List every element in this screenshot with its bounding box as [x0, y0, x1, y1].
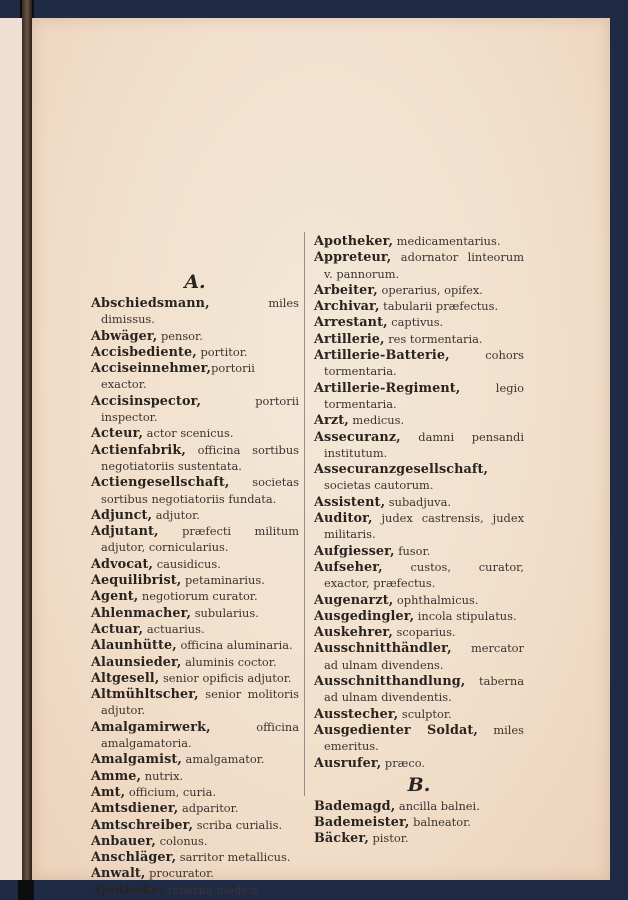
dictionary-entry: [314, 706, 524, 722]
entry-translation: taberna medica.: [164, 882, 262, 897]
dictionary-entry: [91, 442, 299, 475]
entry-translation: adornator linteorum v. pannorum.: [324, 250, 524, 281]
entry-headword: Artillerie,: [314, 331, 385, 347]
entry-translation: societas cautorum.: [324, 478, 434, 493]
entry-headword: Bademeister,: [314, 815, 410, 831]
entry-headword: Apotheke,: [91, 882, 165, 898]
entry-translation: miles emeritus.: [324, 722, 525, 754]
entry-translation: sculptor.: [398, 706, 452, 721]
entry-headword: Anschläger,: [91, 850, 177, 866]
book-spine: [22, 0, 32, 900]
entry-translation: adjutor.: [152, 507, 200, 522]
section-letter-heading: A.: [184, 271, 206, 293]
entry-translation: sarritor metallicus.: [176, 850, 291, 865]
spine-bottom-shadow: [18, 880, 34, 900]
entry-headword: Abschiedsmann,: [91, 296, 210, 311]
entry-translation: judex castrensis, judex militaris.: [324, 511, 524, 542]
dictionary-entry: [314, 814, 524, 830]
entry-headword: Abwäger,: [91, 328, 158, 344]
entry-translation: præfecti militum adjutor, cornicularius.: [101, 524, 299, 555]
entry-headword: Assecuranzgesellschaft,: [314, 462, 489, 478]
entry-translation: legio tormentaria.: [324, 380, 524, 411]
dictionary-entry: [91, 523, 299, 556]
entry-headword: Adjunct,: [91, 507, 153, 523]
entry-translation: taberna ad ulnam divendentis.: [324, 674, 524, 705]
entry-headword: Aufseher,: [314, 559, 383, 575]
dictionary-entry: [314, 640, 524, 673]
entry-translation: portorii inspector.: [101, 393, 299, 425]
entry-translation: medicus.: [348, 413, 405, 428]
entry-translation: actuarius.: [143, 621, 205, 636]
entry-headword: Alaunhütte,: [91, 638, 177, 654]
dictionary-entry: [314, 624, 524, 640]
entry-headword: Ausschnitthändler,: [314, 641, 452, 657]
dictionary-entry: [91, 817, 299, 833]
entry-translation: senior molitoris adjutor.: [101, 687, 299, 718]
entry-translation: aluminis coctor.: [181, 654, 277, 669]
dictionary-entry: [314, 282, 524, 298]
entry-translation: senior opificis adjutor.: [159, 670, 292, 685]
dictionary-entry: [314, 461, 524, 494]
dictionary-entry: [91, 507, 299, 523]
entry-translation: ancilla balnei.: [395, 798, 480, 813]
dictionary-entry: [314, 559, 524, 592]
dictionary-entry: [314, 510, 524, 543]
dictionary-entry: [91, 833, 299, 849]
dictionary-entry: [91, 621, 299, 637]
entry-headword: Amalgamist,: [91, 752, 182, 768]
dictionary-entry: [314, 249, 524, 282]
entry-headword: Arrestant,: [314, 315, 388, 331]
entry-translation: colonus.: [155, 833, 208, 848]
dictionary-entry: [91, 474, 299, 507]
entry-headword: Apotheker,: [314, 234, 394, 249]
entry-translation: subadjuva.: [385, 494, 452, 509]
entry-translation: officium, curia.: [125, 784, 217, 799]
entry-translation: damni pensandi institutum.: [324, 429, 524, 460]
dictionary-entry: [314, 314, 524, 330]
entry-translation: nutrix.: [141, 768, 184, 783]
dictionary-entry: [91, 800, 299, 816]
dictionary-entry: [91, 360, 299, 393]
dictionary-entry: [91, 686, 299, 719]
dictionary-entry: [91, 768, 299, 784]
dictionary-entry: [314, 494, 524, 510]
entry-translation: incola stipulatus.: [414, 608, 517, 623]
dictionary-entry: [314, 298, 524, 314]
entry-headword: Amtsdiener,: [91, 801, 179, 817]
dictionary-entry: [91, 556, 299, 572]
entry-translation: custos, curator, exactor, præfectus.: [324, 559, 524, 591]
entry-translation: portitor.: [196, 344, 248, 359]
entry-translation: actor scenicus.: [143, 426, 234, 441]
entry-headword: Ausgedingler,: [314, 608, 415, 624]
entry-headword: Accisbediente,: [91, 344, 197, 360]
entry-headword: Altgesell,: [91, 670, 160, 686]
entry-headword: Amt,: [91, 784, 126, 800]
dictionary-entry: [314, 380, 524, 413]
entry-headword: Arbeiter,: [314, 282, 378, 298]
dictionary-entry: [91, 295, 299, 328]
column-divider: [304, 232, 305, 796]
book-page: [32, 18, 610, 898]
dictionary-entry: [91, 393, 299, 426]
entry-translation: pensor.: [157, 328, 203, 343]
entry-translation: adparitor.: [178, 801, 239, 816]
entry-translation: negotiorum curator.: [138, 589, 258, 604]
dictionary-entry: [91, 784, 299, 800]
entry-headword: Anbauer,: [91, 833, 156, 849]
entry-translation: fusor.: [394, 543, 431, 558]
dictionary-entry: [91, 605, 299, 621]
entry-translation: procurator.: [145, 866, 214, 881]
entry-translation: operarius, opifex.: [377, 282, 483, 297]
dictionary-entry: [91, 425, 299, 441]
dictionary-entry: [314, 429, 524, 462]
entry-translation: mercator ad ulnam divendens.: [324, 641, 524, 672]
entry-translation: petaminarius.: [181, 573, 265, 588]
entry-headword: Adjutant,: [91, 524, 159, 540]
entry-headword: Archivar,: [314, 299, 380, 315]
entry-headword: Assecuranz,: [314, 429, 401, 445]
entry-headword: Advocat,: [91, 556, 154, 572]
right-column: [314, 233, 524, 847]
entry-translation: res tormentaria.: [384, 331, 483, 346]
entry-translation: scriba curialis.: [193, 817, 283, 832]
dictionary-entry: [91, 588, 299, 604]
dictionary-entry: [314, 347, 524, 380]
entry-headword: Agent,: [91, 589, 139, 605]
left-column: [91, 268, 299, 898]
entry-headword: Artillerie-Batterie,: [314, 348, 450, 364]
entry-translation: subularius.: [191, 605, 259, 620]
dictionary-entry: [314, 673, 524, 706]
dictionary-entry: [91, 572, 299, 588]
dictionary-entry: [91, 865, 299, 881]
entry-headword: Auditor,: [314, 511, 373, 527]
entry-headword: Anwalt,: [91, 866, 146, 882]
dictionary-entry: [314, 331, 524, 347]
entry-headword: Auskehrer,: [314, 625, 393, 641]
dictionary-entry: [91, 670, 299, 686]
entry-headword: Bäcker,: [314, 831, 369, 847]
entry-headword: Amme,: [91, 768, 142, 784]
dictionary-entry: [91, 719, 299, 752]
entry-translation: portorii exactor.: [101, 361, 255, 392]
entry-headword: Alaunsieder,: [91, 654, 182, 670]
entry-headword: Arzt,: [314, 413, 349, 429]
entry-headword: Amtschreiber,: [91, 817, 194, 833]
dictionary-entry: [91, 637, 299, 653]
dictionary-entry: [314, 592, 524, 608]
entry-headword: Amalgamirwerk,: [91, 719, 211, 735]
entry-headword: Ausgedienter Soldat,: [314, 722, 478, 738]
entry-translation: medicamentarius.: [393, 234, 501, 248]
dictionary-entry: [314, 543, 524, 559]
entry-translation: miles dimissus.: [101, 296, 299, 327]
entry-translation: officina amalgamatoria.: [101, 719, 299, 751]
entry-translation: causidicus.: [153, 556, 221, 571]
entry-translation: præco.: [381, 755, 426, 770]
entry-headword: Altmühltscher,: [91, 687, 199, 703]
entry-headword: Ausrufer,: [314, 755, 382, 771]
entry-translation: ophthalmicus.: [393, 592, 479, 607]
entry-headword: Actienfabrik,: [91, 442, 186, 458]
dictionary-entry: [91, 882, 299, 898]
entry-headword: Ausschnitthandlung,: [314, 674, 466, 690]
entry-headword: Augenarzt,: [314, 592, 394, 608]
dictionary-entry: [314, 722, 524, 755]
entry-translation: amalgamator.: [181, 752, 265, 767]
dictionary-entry: [314, 608, 524, 624]
dictionary-entry: [91, 849, 299, 865]
dictionary-entry: [91, 344, 299, 360]
entry-translation: tabularii præfectus.: [379, 299, 499, 314]
entry-headword: Actuar,: [91, 621, 144, 637]
dictionary-entry: [314, 755, 524, 771]
entry-headword: Ausstecher,: [314, 706, 399, 722]
entry-headword: Acciseinnehmer,: [91, 361, 212, 377]
entry-headword: Actiengesellschaft,: [91, 475, 230, 491]
dictionary-entry: [314, 412, 524, 428]
entry-translation: cohors tormentaria.: [324, 348, 524, 379]
entry-headword: Bademagd,: [314, 798, 396, 814]
entry-translation: societas sortibus negotiatoriis fundata.: [101, 475, 299, 506]
entry-translation: scoparius.: [392, 625, 456, 640]
entry-headword: Appreteur,: [314, 250, 392, 266]
dictionary-entry: [91, 328, 299, 344]
dictionary-entry: [314, 798, 524, 814]
entry-headword: Artillerie-Regiment,: [314, 380, 461, 396]
entry-headword: Acteur,: [91, 426, 144, 442]
entry-headword: Aequilibrist,: [91, 573, 182, 589]
entry-headword: Ahlenmacher,: [91, 605, 192, 621]
entry-translation: balneator.: [409, 815, 471, 830]
entry-translation: officina sortibus negotiatoriis sustentata.: [101, 442, 299, 473]
previous-page-edge: [0, 18, 24, 880]
entry-translation: pistor.: [368, 831, 409, 846]
section-letter-heading: B.: [407, 773, 431, 796]
dictionary-entry: [91, 654, 299, 670]
entry-headword: Aufgiesser,: [314, 543, 395, 559]
entry-headword: Assistent,: [314, 494, 386, 510]
entry-translation: officina aluminaria.: [176, 638, 293, 653]
dictionary-entry: [91, 751, 299, 767]
dictionary-entry: [314, 233, 524, 249]
entry-headword: Accisinspector,: [91, 393, 202, 409]
dictionary-entry: [314, 830, 524, 846]
entry-translation: captivus.: [387, 315, 444, 330]
